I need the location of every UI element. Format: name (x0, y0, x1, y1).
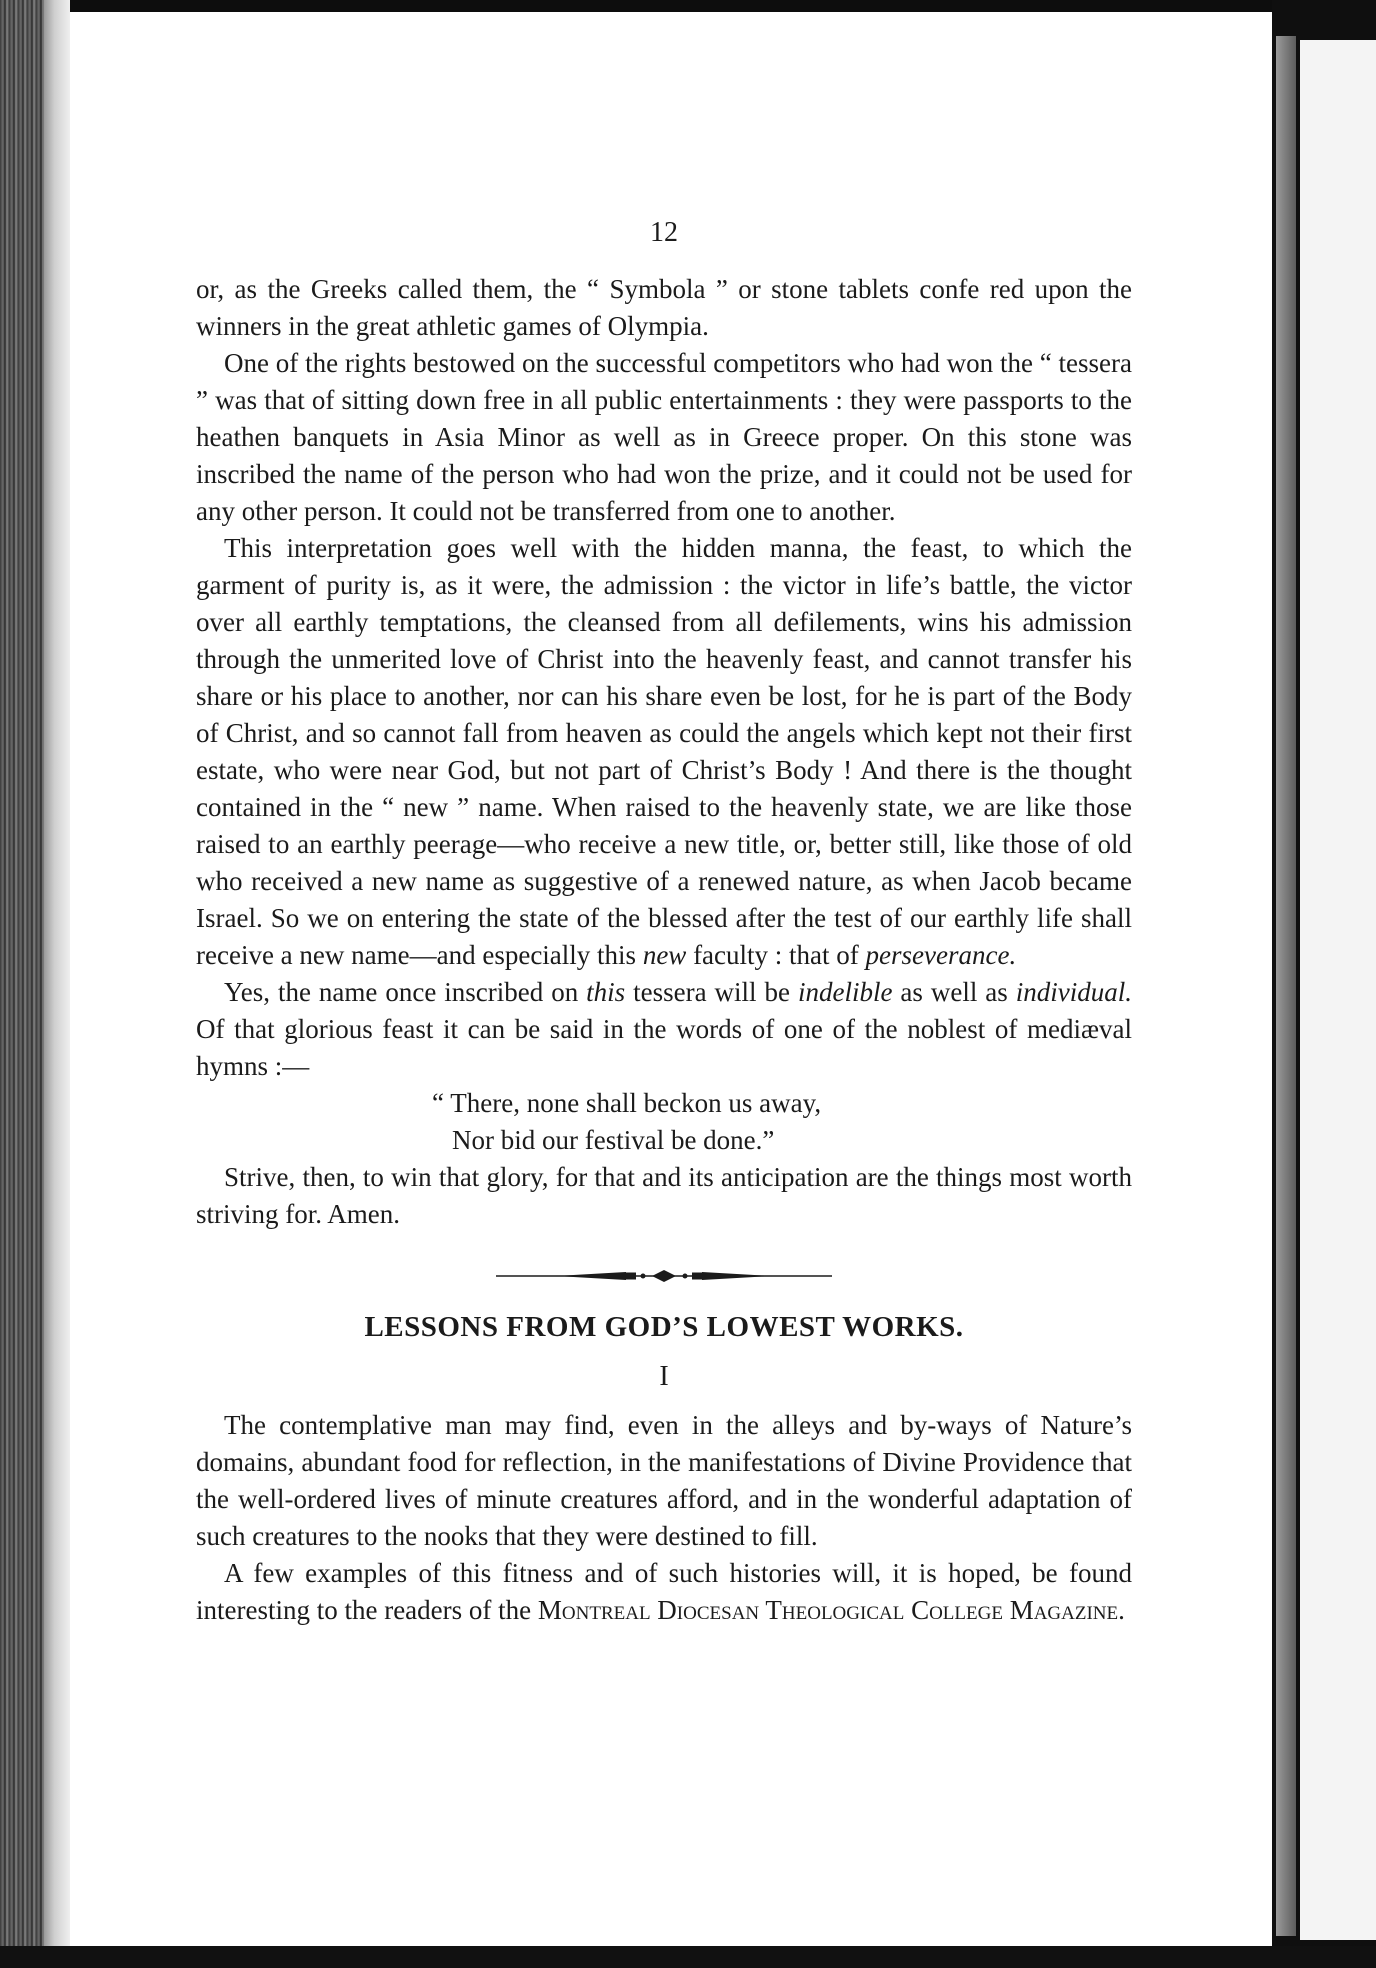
section-numeral: I (659, 1361, 669, 1392)
italic-word-this: this (586, 977, 626, 1007)
hymn-line-2: Nor bid our festival be done.” (452, 1125, 775, 1155)
section-title: LESSONS FROM GOD’S LOWEST WORKS. (364, 1311, 964, 1343)
hymn-line-1: “ There, none shall beckon us away, (432, 1088, 822, 1118)
italic-word-indelible: indelible (797, 977, 893, 1007)
scan-bottom-edge (0, 1946, 1376, 1968)
paragraph-interpretation (196, 530, 1132, 974)
paragraph-text: tessera will be (625, 977, 798, 1007)
page-gutter-shadow (44, 0, 70, 1968)
book-spine-edge (0, 0, 44, 1968)
paragraph-indelible-name (196, 974, 1132, 1085)
paragraph-contemplative-man: The contemplative man may find, even in the alleys and by-ways of Nature’s domains, abundant food for reflection, in the manifestations of Divine Providence that the well-ordered lives of minute creatures afford, and in the wonderful adaptation of such creatures to the nooks that they were destined to fill. (196, 1410, 1132, 1551)
paragraph-text: as well as (892, 977, 1016, 1007)
paragraph-text: A few examples of this fitness and of such histories will, it is hoped, be found interesting to the readers of the (196, 1558, 1132, 1625)
paragraph-text: faculty : that of (686, 940, 866, 970)
book-cover-edge (1276, 36, 1296, 1936)
paragraph-examples (196, 1555, 1132, 1629)
page-number: 12 (650, 217, 678, 248)
magazine-title: Montreal Diocesan Theological College Magazine. (537, 1595, 1125, 1625)
italic-word-new: new (642, 940, 687, 970)
page-body (196, 200, 1132, 1629)
scan-top-edge (0, 0, 1376, 12)
ornamental-divider (496, 1269, 832, 1283)
italic-word-perseverance: perseverance. (865, 940, 1017, 970)
paragraph-text: This interpretation goes well with the hidden manna, the feast, to which the garment of purity is, as it were, the admission : the victor in life’s battle, the victor over all earthly temptations, the cleansed from all defilements, wins his admission through the unmerited love of Christ into the heavenly feast, and cannot transfer his share or his place to another, nor can his share even be lost, for he is part of the Body of Christ, and so cannot fall from heaven as could the angels which kept not their first estate, who were near God, but not part of Christ’s Body ! And there is the thought contained in the “ new ” name. When raised to the heavenly state, we are like those raised to an earthly peerage—who receive a new title, or, better still, like those of old who received a new name as suggestive of a renewed nature, as when Jacob became Israel. So we on entering the state of the blessed after the test of our earthly life shall receive a new name—and especially this (196, 533, 1132, 970)
hymn-quotation (196, 1085, 1132, 1159)
next-page-sliver (1300, 40, 1376, 1940)
paragraph-text: Yes, the name once inscribed on (224, 977, 587, 1007)
italic-word-individual: individual. (1015, 977, 1132, 1007)
paragraph-tessera-rights: One of the rights bestowed on the successful competitors who had won the “ tessera ” was that of sitting down free in all public entertainments : they were passports to the heathen banquets in Asia Minor as well as in Greece proper. On this stone was inscribed the name of the person who had won the prize, and it could not be used for any other person. It could not be transferred from one to another. (196, 348, 1132, 526)
paragraph-text: Of that glorious feast it can be said in the words of one of the noblest of mediæval hymns :— (196, 1014, 1132, 1081)
paragraph-closing: Strive, then, to win that glory, for that and its anticipation are the things most worth striving for. Amen. (196, 1162, 1132, 1229)
paragraph-continuation: or, as the Greeks called them, the “ Symbola ” or stone tablets confe red upon the winners in the great athletic games of Olympia. (196, 274, 1132, 341)
divider-ornament-icon (496, 1269, 832, 1283)
